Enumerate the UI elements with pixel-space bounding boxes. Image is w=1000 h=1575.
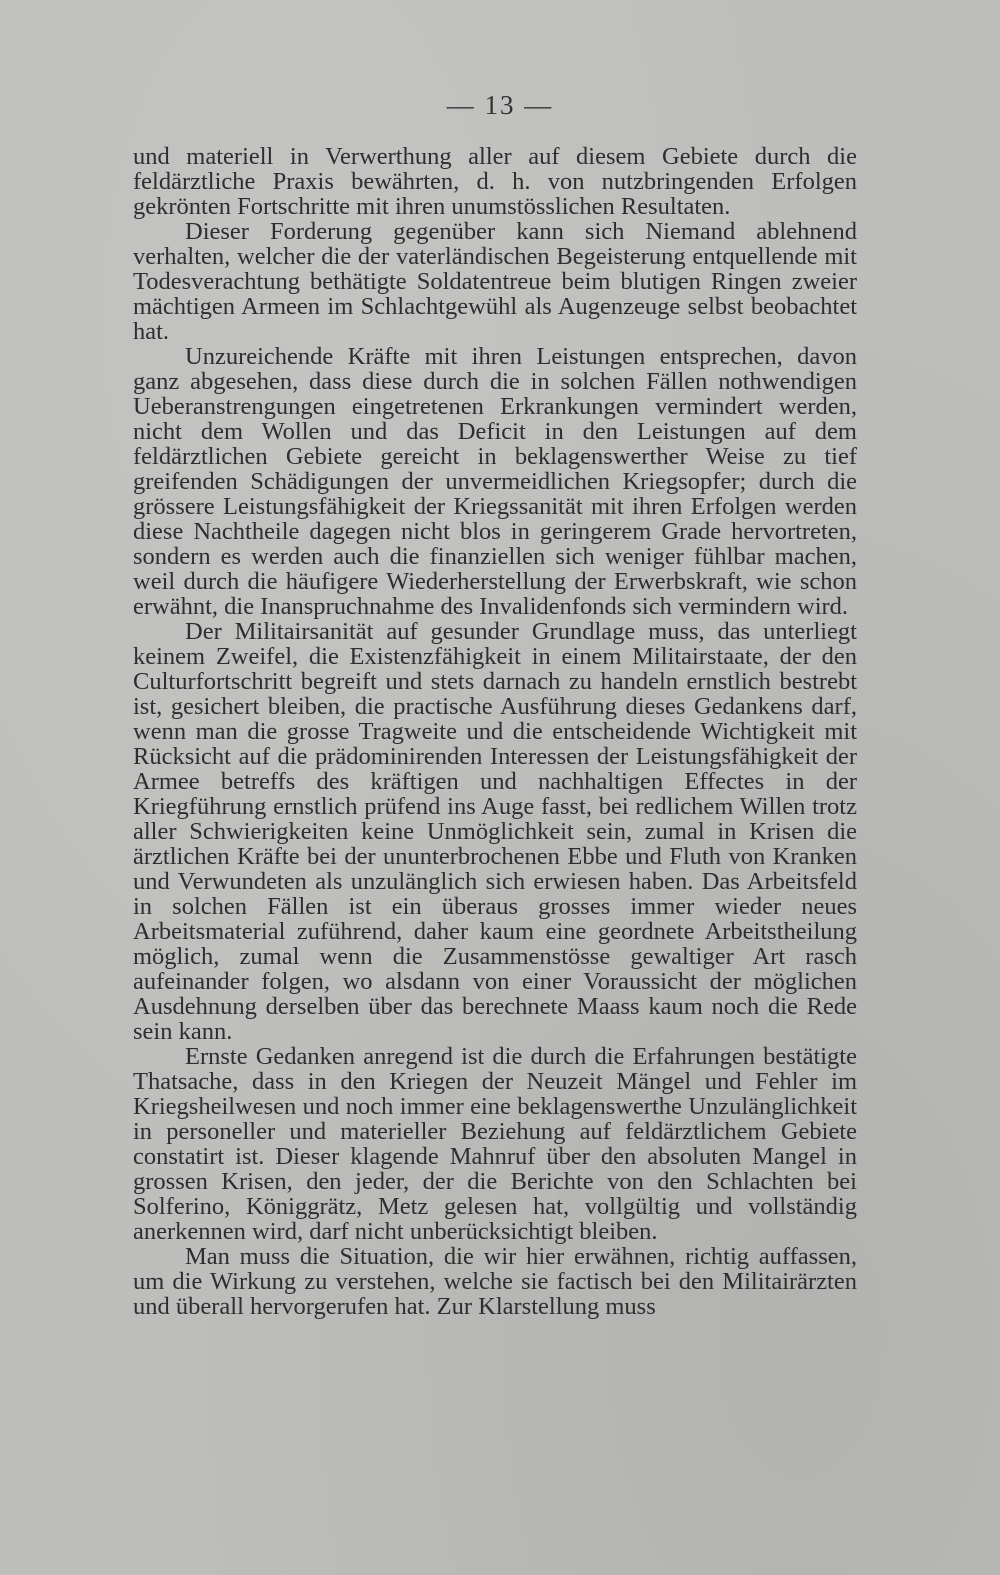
paragraph-3: Unzureichende Kräfte mit ihren Leistungen entsprechen, davon ganz abgesehen, dass diese durch die in solchen Fällen nothwendigen Ueberanstrengungen eingetretenen Erkrankungen vermindert werden, nicht dem Wollen und das Deficit in den Leistungen auf dem feldärztlichen Gebiete gereicht in beklagenswerther Weise zu tief greifenden Schädigungen der unvermeidlichen Kriegsopfer; durch die grössere Leistungsfähigkeit der Kriegssanität mit ihren Erfolgen werden diese Nachtheile dagegen nicht blos in geringerem Grade hervortreten, sondern es werden auch die finanziellen sich weniger fühlbar machen, weil durch die häufigere Wiederherstellung der Erwerbskraft, wie schon erwähnt, die Inanspruchnahme des Invalidenfonds sich vermindern wird. [133, 343, 857, 620]
paragraph-5: Ernste Gedanken anregend ist die durch die Erfahrungen bestätigte Thatsache, dass in den Kriegen der Neuzeit Mängel und Fehler im Kriegsheilwesen und noch immer eine beklagenswerthe Unzulänglichkeit in personeller und materieller Beziehung auf feldärztlichem Gebiete constatirt ist. Dieser klagende Mahnruf über den absoluten Mangel in grossen Krisen, den jeder, der die Berichte von den Schlachten bei Solferino, Königgrätz, Metz gelesen hat, vollgültig und vollständig anerkennen wird, darf nicht unberücksichtigt bleiben. [133, 1043, 857, 1245]
body-text [133, 144, 857, 1319]
paragraph-4: Der Militairsanität auf gesunder Grundlage muss, das unterliegt keinem Zweifel, die Existenzfähigkeit in einem Militairstaate, der den Culturfortschritt begreift und stets darnach zu handeln ernstlich bestrebt ist, gesichert bleiben, die practische Ausführung dieses Gedankens darf, wenn man die grosse Tragweite und die entscheidende Wichtigkeit mit Rücksicht auf die prädominirenden Interessen der Leistungsfähigkeit der Armee betreffs des kräftigen und nachhaltigen Effectes in der Kriegführung ernstlich prüfend ins Auge fasst, bei redlichem Willen trotz aller Schwierigkeiten keine Unmöglichkeit sein, zumal in Krisen die ärztlichen Kräfte bei der ununterbrochenen Ebbe und Fluth von Kranken und Verwundeten als unzulänglich sich erwiesen haben. Das Arbeitsfeld in solchen Fällen ist ein überaus grosses immer wieder neues Arbeitsmaterial zuführend, daher kaum eine geordnete Arbeitstheilung möglich, zumal wenn die Zusammenstösse gewaltiger Art rasch aufeinander folgen, wo alsdann von einer Voraussicht der möglichen Ausdehnung derselben über das berechnete Maass kaum noch die Rede sein kann. [133, 618, 857, 1045]
paragraph-1: und materiell in Verwerthung aller auf diesem Gebiete durch die feldärztliche Praxis bewährten, d. h. von nutzbringenden Erfolgen gekrönten Fortschritte mit ihren unumstösslichen Resultaten. [133, 143, 857, 220]
page-number: — 13 — [446, 90, 554, 120]
paragraph-2: Dieser Forderung gegenüber kann sich Niemand ablehnend verhalten, welcher die der vaterländischen Begeisterung entquellende mit Todesverachtung bethätigte Soldatentreue beim blutigen Ringen zweier mächtigen Armeen im Schlachtgewühl als Augenzeuge selbst beobachtet hat. [133, 218, 857, 345]
paragraph-6: Man muss die Situation, die wir hier erwähnen, richtig auffassen, um die Wirkung zu verstehen, welche sie factisch bei den Militairärzten und überall hervorgerufen hat. Zur Klarstellung muss [133, 1243, 857, 1320]
